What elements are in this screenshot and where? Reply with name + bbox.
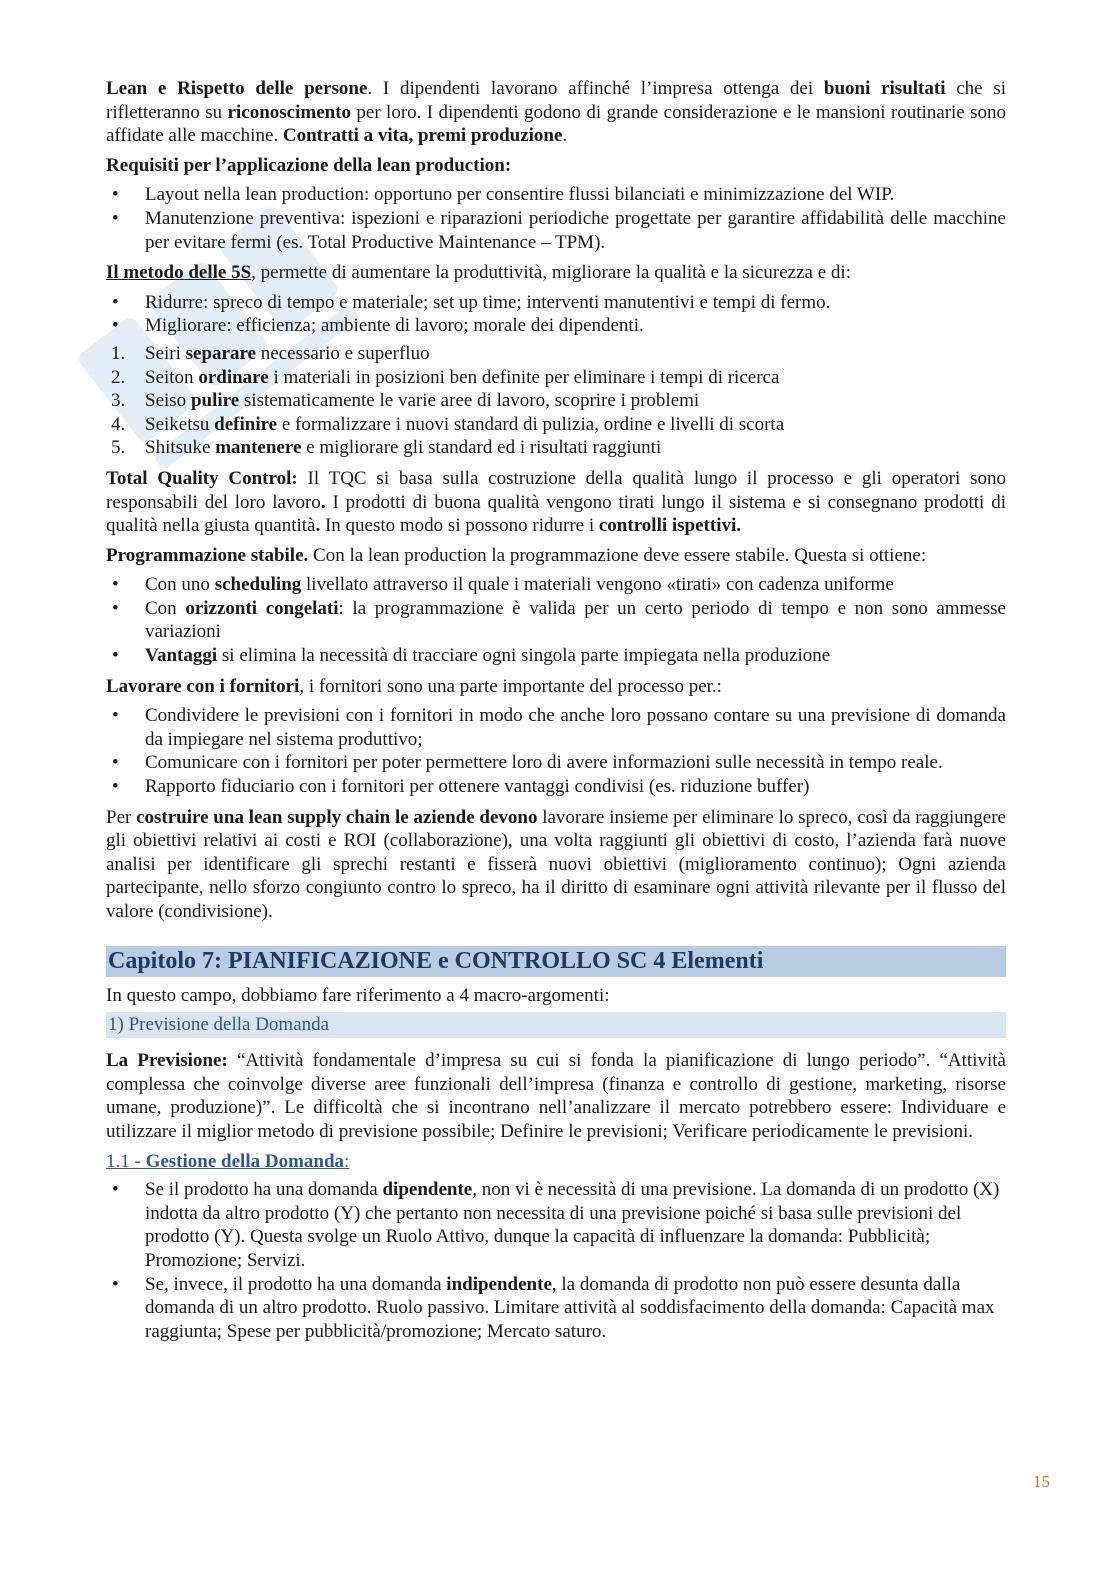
paragraph-capitolo-intro: In questo campo, dobbiamo fare riferimento a 4 macro-argomenti: — [106, 984, 610, 1006]
paragraph-programmazione: Programmazione stabile. Con la lean production la programmazione deve essere stabile. Questa si ottiene: — [106, 544, 927, 566]
list-item-5s-step: 1. Seiri separare necessario e superfluo — [111, 342, 430, 364]
list-item: • Vantaggi si elimina la necessità di tracciare ogni singola parte impiegata nella produzione — [106, 644, 1006, 668]
list-item: • Con uno scheduling livellato attraverso il quale i materiali vengono «tirati» con cadenza uniforme — [106, 573, 1006, 597]
list-5s-bullets — [106, 291, 1006, 338]
paragraph-metodo-5s: Il metodo delle 5S, permette di aumentare la produttività, migliorare la qualità e la sicurezza e di: — [106, 262, 851, 284]
list-item: • Se il prodotto ha una domanda dipendente, non vi è necessità di una previsione. La domanda di un prodotto (X) indotta da altro prodotto (Y) che pertanto non necessita di una previsione poiché si basa sulle previsioni del prodotto (Y). Questa svolge un Ruolo Attivo, dunque la capacità di influenzare la domanda: Pubblicità; Promozione; Servizi. — [106, 1178, 1006, 1272]
document-page — [106, 77, 1006, 1350]
list-item: • Con orizzonti congelati: la programmazione è valida per un certo periodo di tempo e non sono ammesse variazioni — [106, 597, 1006, 644]
list-item: • Ridurre: spreco di tempo e materiale; set up time; interventi manutentivi e tempi di fermo. — [106, 291, 1006, 315]
chapter-heading: Capitolo 7: PIANIFICAZIONE e CONTROLLO SC 4 Elementi — [106, 946, 1006, 977]
list-item: • Migliorare: efficienza; ambiente di lavoro; morale dei dipendenti. — [106, 314, 1006, 338]
list-gestione-domanda — [106, 1178, 1006, 1343]
list-5s-steps — [106, 342, 1006, 460]
list-item: • Manutenzione preventiva: ispezioni e riparazioni periodiche progettate per garantire affidabilità delle macchine per evitare fermi (es. Total Productive Maintenance – TPM). — [106, 207, 1006, 254]
list-item: • Layout nella lean production: opportuno per consentire flussi bilanciati e minimizzazione del WIP. — [106, 183, 1006, 207]
paragraph-previsione: La Previsione: “Attività fondamentale d’impresa su cui si fonda la pianificazione di lungo periodo”. “Attività complessa che coinvolge diverse aree funzionali dell’impresa (finanza e controllo di gestione, marketing, risorse umane, produzione)”. Le difficoltà che si incontrano nell’analizzare il mercato potrebbero essere: Individuare e utilizzare il miglior metodo di previsione possibile; Definire le previsioni; Verificare periodicamente le previsioni. — [106, 1050, 1006, 1142]
list-item-5s-step: 5. Shitsuke mantenere e migliorare gli standard ed i risultati raggiunti — [111, 437, 662, 459]
list-item: • Rapporto fiduciario con i fornitori per ottenere vantaggi condivisi (es. riduzione buffer) — [106, 775, 1006, 799]
subsection-heading-gestione: 1.1 - Gestione della Domanda: — [106, 1150, 350, 1172]
paragraph-lean-rispetto: Lean e Rispetto delle persone. I dipendenti lavorano affinché l’impresa ottenga dei buoni risultati che si rifletteranno su riconoscimento per loro. I dipendenti godono di grande considerazione e le mansioni routinarie sono affidate alle macchine. Contratti a vita, premi produzione. — [106, 78, 1007, 147]
page-number: 15 — [1033, 1472, 1050, 1491]
list-requisiti — [106, 183, 1006, 254]
list-item-5s-step: 4. Seiketsu definire e formalizzare i nuovi standard di pulizia, ordine e livelli di scorta — [111, 413, 785, 435]
paragraph-tqc: Total Quality Control: Il TQC si basa sulla costruzione della qualità lungo il processo e gli operatori sono responsabili del loro lavoro. I prodotti di buona qualità vengono tirati lungo il sistema e si consegnano prodotti di qualità nella giusta quantità. In questo modo si possono ridurre i controlli ispettivi. — [106, 467, 1006, 537]
list-item-5s-step: 3. Seiso pulire sistematicamente le varie aree di lavoro, scoprire i problemi — [111, 390, 700, 412]
section-heading-previsione: 1) Previsione della Domanda — [106, 1012, 1006, 1038]
list-item: • Condividere le previsioni con i fornitori in modo che anche loro possano contare su una previsione di domanda da impiegare nel sistema produttivo; — [106, 704, 1006, 751]
list-fornitori — [106, 704, 1006, 798]
heading-requisiti: Requisiti per l’applicazione della lean production: — [106, 154, 512, 176]
list-item: • Se, invece, il prodotto ha una domanda indipendente, la domanda di prodotto non può essere desunta dalla domanda di un altro prodotto. Ruolo passivo. Limitare attività al soddisfacimento della domanda: Capacità max raggiunta; Spese per pubblicità/promozione; Mercato saturo. — [106, 1273, 1006, 1344]
paragraph-fornitori: Lavorare con i fornitori, i fornitori sono una parte importante del processo per.: — [106, 675, 722, 697]
list-item-5s-step: 2. Seiton ordinare i materiali in posizioni ben definite per eliminare i tempi di ricerca — [111, 366, 780, 388]
list-programmazione — [106, 573, 1006, 667]
list-item: • Comunicare con i fornitori per poter permettere loro di avere informazioni sulle necessità in tempo reale. — [106, 751, 1006, 775]
paragraph-supply-chain: Per costruire una lean supply chain le aziende devono lavorare insieme per eliminare lo spreco, così da raggiungere gli obiettivi relativi ai costi e ROI (collaborazione), una volta raggiunti gli obiettivi di costo, l’azienda farà nuove analisi per identificare gli sprechi restanti e fisserà nuovi obiettivi (miglioramento continuo); Ogni azienda partecipante, nello sforzo congiunto contro lo spreco, ha il diritto di esaminare ogni attività rilevante per il flusso del valore (condivisione). — [106, 806, 1006, 922]
